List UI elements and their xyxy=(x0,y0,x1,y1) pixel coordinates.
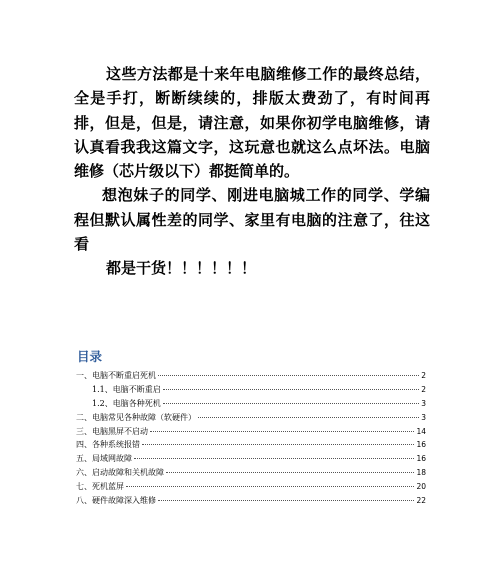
toc-leader-dots xyxy=(158,375,419,376)
toc-entry-label: 八、硬件故障深入维修 xyxy=(76,496,156,506)
toc-entry[interactable] xyxy=(76,466,426,480)
toc-leader-dots xyxy=(163,389,419,390)
toc-entry-page: 3 xyxy=(421,412,426,422)
toc-entry[interactable] xyxy=(76,425,426,439)
toc-entry-page: 2 xyxy=(421,371,426,380)
toc-entry-page: 14 xyxy=(416,426,426,436)
toc-entry-page: 3 xyxy=(421,398,426,408)
toc-leader-dots xyxy=(158,500,414,501)
toc-leader-dots xyxy=(198,417,419,418)
toc-entry[interactable] xyxy=(76,452,426,466)
toc-entry-label: 二、电脑常见各种故障（软硬件） xyxy=(76,412,196,422)
toc-entry-label: 五、局域网故障 xyxy=(76,454,132,464)
toc-leader-dots xyxy=(126,486,414,487)
intro-paragraph-3: 都是干货！！！！！！ xyxy=(106,259,257,278)
toc-entry-label: 四、各种系统报错 xyxy=(76,440,140,450)
toc-leader-dots xyxy=(163,403,419,404)
toc-entry-label: 六、启动故障和关机故障 xyxy=(76,468,164,478)
toc-leader-dots xyxy=(142,444,414,445)
toc-title: 目录 xyxy=(77,349,103,364)
toc-entry-label: 七、死机蓝屏 xyxy=(76,482,124,492)
toc-leader-dots xyxy=(150,431,414,432)
toc-entry[interactable] xyxy=(76,397,426,411)
toc-entry[interactable] xyxy=(76,411,426,425)
toc-entry[interactable] xyxy=(76,383,426,397)
toc-leader-dots xyxy=(134,458,414,459)
table-of-contents xyxy=(76,369,426,508)
toc-entry-page: 18 xyxy=(416,468,426,478)
intro-text xyxy=(74,62,430,281)
toc-leader-dots xyxy=(166,472,414,473)
toc-entry-page: 2 xyxy=(421,384,426,394)
toc-entry-label: 一、电脑不断重启死机 xyxy=(76,371,156,380)
toc-entry-page: 16 xyxy=(416,440,426,450)
toc-entry-label: 1.1、电脑不断重启 xyxy=(92,384,161,394)
toc-entry-page: 16 xyxy=(416,454,426,464)
toc-entry-page: 20 xyxy=(416,482,426,492)
intro-paragraph-2: 想泡妹子的同学、刚进电脑城工作的同学、学编程但默认属性差的同学、家里有电脑的注意了，往这看 xyxy=(74,186,430,254)
intro-paragraph-1: 这些方法都是十来年电脑维修工作的最终总结，全是手打，断断续续的，排版太费劲了，有时间再排，但是，但是，请注意，如果你初学电脑维修，请认真看我我这篇文字，这玩意也就这么点坏法。电脑维修（芯片级以下）都挺简单的。 xyxy=(74,65,430,181)
toc-entry[interactable] xyxy=(76,438,426,452)
toc-entry-page: 22 xyxy=(416,496,426,506)
toc-entry-label: 1.2、电脑各种死机 xyxy=(92,398,161,408)
toc-entry[interactable] xyxy=(76,369,426,383)
toc-entry[interactable] xyxy=(76,480,426,494)
toc-entry-label: 三、电脑黑屏不启动 xyxy=(76,426,148,436)
toc-entry[interactable] xyxy=(76,494,426,508)
